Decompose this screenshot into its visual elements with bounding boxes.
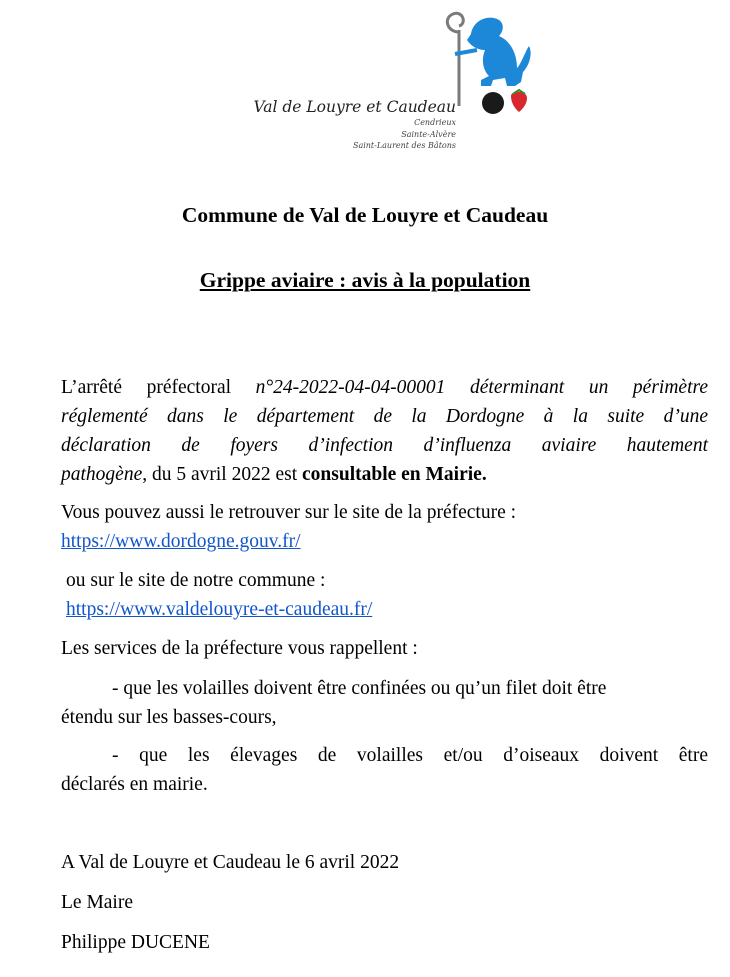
commune-logo — [252, 10, 542, 155]
decree-line-1: L’arrêté préfectoral n°24-2022-04-04-00001 déterminant un périmètre — [61, 377, 709, 398]
commune-site-link[interactable]: https://www.valdelouyre-et-caudeau.fr/ — [66, 599, 373, 620]
decree-line-3: déclaration de foyers d’infection d’influenza aviaire hautement — [61, 435, 708, 456]
reminder-item-1-line-2: étendu sur les basses-cours, — [61, 707, 277, 728]
notice-title: Grippe aviaire : avis à la population — [199, 268, 531, 292]
truffle-icon — [482, 92, 504, 114]
prefecture-text: Vous pouvez aussi le retrouver sur le site de la préfecture : — [61, 502, 517, 523]
decree-paragraph — [61, 373, 708, 489]
logo-village-cendrieux: Cendrieux — [414, 118, 456, 127]
signature-name: Philippe DUCENE — [61, 932, 210, 953]
reminder-item-declaration — [61, 741, 708, 799]
reminder-item-2-line-2: déclarés en mairie. — [61, 774, 208, 795]
prefecture-link[interactable]: https://www.dordogne.gouv.fr/ — [61, 531, 301, 552]
decree-line-2: réglementé dans le département de la Dordogne à la suite d’une — [61, 406, 708, 427]
reminder-intro: Les services de la préfecture vous rappellent : — [61, 638, 418, 659]
commune-site-paragraph — [66, 566, 713, 624]
reminder-item-confinement — [61, 674, 708, 732]
consultable-notice: consultable en Mairie. — [302, 464, 487, 485]
signature-place-date: A Val de Louyre et Caudeau le 6 avril 2022 — [61, 852, 400, 873]
logo-village-sainte-alvere: Sainte-Alvère — [401, 130, 456, 139]
commune-heading: Commune de Val de Louyre et Caudeau — [181, 203, 549, 227]
signature-role: Le Maire — [61, 892, 134, 913]
logo-village-saint-laurent: Saint-Laurent des Bâtons — [352, 141, 456, 150]
logo-commune-name: Val de Louyre et Caudeau — [253, 98, 456, 116]
decree-reference: n°24-2022-04-04-00001 déterminant un périmètre — [255, 377, 709, 398]
strawberry-icon — [511, 92, 527, 112]
reminder-item-2-line-1: - que les élevages de volailles et/ou d’oiseaux doivent être — [112, 745, 708, 766]
commune-site-text: ou sur le site de notre commune : — [66, 570, 326, 591]
prefecture-paragraph — [61, 498, 708, 556]
decree-line-4: pathogène, du 5 avril 2022 est consultable en Mairie. — [61, 464, 487, 485]
reminder-item-1-line-1: - que les volailles doivent être confinées ou qu’un filet doit être — [112, 678, 607, 699]
